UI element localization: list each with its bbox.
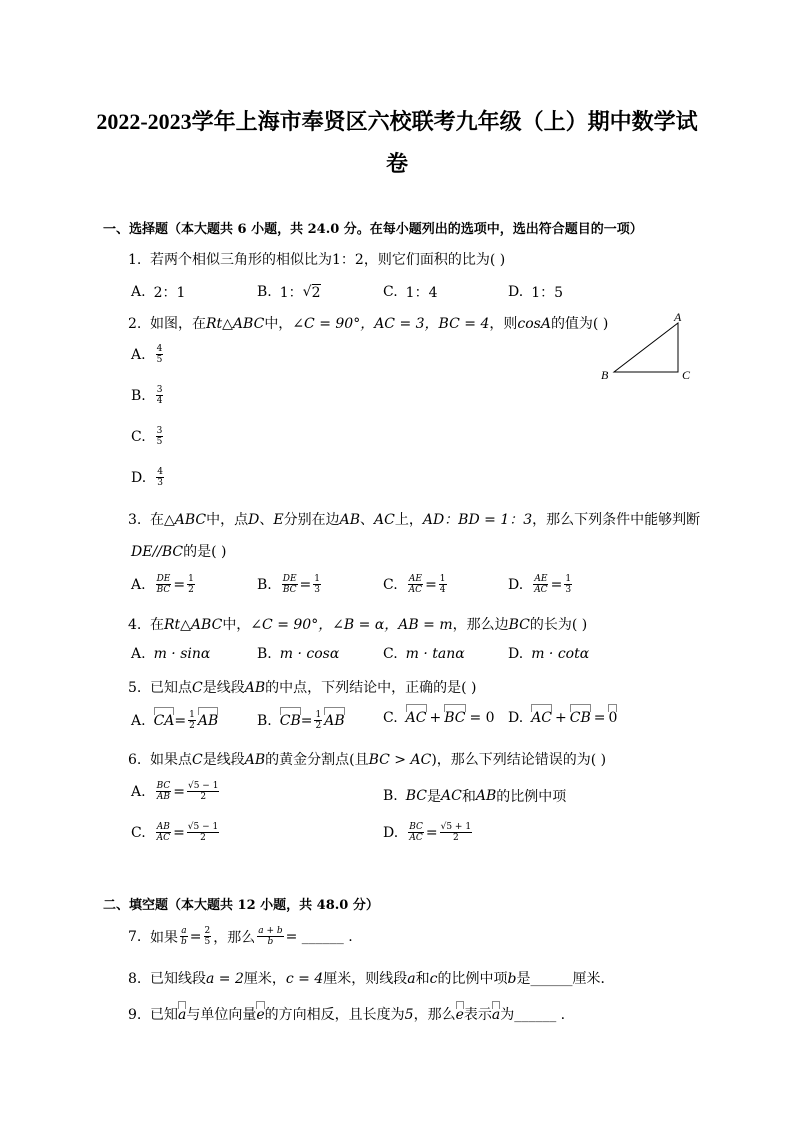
option-text: 1： [279, 285, 303, 301]
vector: AB [197, 712, 219, 729]
numerator: 1 [439, 574, 446, 584]
q1-option-d [508, 282, 563, 302]
numerator: BC [409, 822, 423, 832]
question-3 [128, 509, 700, 529]
text: 的中点，下列结论中，正确的是( ) [265, 680, 477, 696]
numerator: 1 [315, 710, 322, 720]
numerator: √5 − 1 [187, 822, 219, 832]
numerator: AB [156, 822, 170, 832]
math: c [429, 971, 438, 987]
equals: = [173, 824, 185, 841]
q2-option-b [131, 385, 165, 406]
option-text: m · cosα [279, 646, 340, 662]
option-label: D. [508, 284, 524, 300]
q5-option-a [131, 710, 218, 731]
text: 和 [461, 789, 476, 805]
text: ，那么下列条件中能够判断 [532, 512, 701, 528]
vector: CB [569, 710, 591, 726]
fraction [156, 467, 164, 488]
question-6 [128, 749, 606, 769]
numerator: 1 [188, 574, 194, 584]
option-label: C. [131, 428, 146, 445]
math: DE//BC [131, 544, 184, 560]
numerator: √5 + 1 [440, 822, 472, 832]
equals: = [173, 783, 185, 800]
vector: AC [405, 710, 427, 726]
text: 的值为( ) [550, 316, 609, 332]
option-label: B. [257, 284, 272, 300]
option-label: C. [383, 576, 398, 593]
text: 是线段 [202, 752, 245, 768]
text: 厘米， [243, 971, 286, 987]
math: AB [244, 752, 266, 768]
denominator: b [181, 937, 187, 947]
denominator: 3 [314, 585, 321, 595]
denominator: 2 [189, 721, 195, 731]
denominator: 3 [565, 585, 572, 595]
question-number: 5. [128, 680, 142, 696]
text: 是 [427, 789, 442, 805]
vector: CA [153, 712, 175, 729]
math: E [273, 512, 284, 528]
page-title: 2022-2023学年上海市奉贤区六校联考九年级（上）期中数学试 [96, 109, 698, 134]
plus: + [429, 710, 442, 726]
text: 如果点 [150, 752, 192, 768]
vector: AB [324, 712, 345, 729]
text: 已知线段 [150, 971, 206, 987]
numerator: a [181, 926, 187, 936]
option-label: A. [131, 712, 146, 729]
text: 、 [360, 512, 375, 528]
fraction [156, 385, 164, 406]
denominator: 2 [452, 833, 459, 843]
math: cosA [517, 316, 551, 332]
q2-option-a [131, 344, 165, 365]
math: △ABC [164, 512, 207, 528]
numerator: a + b [258, 926, 283, 936]
fraction [533, 574, 548, 595]
text: 在 [150, 617, 164, 633]
denominator: 3 [157, 478, 163, 488]
option-label: C. [131, 824, 146, 841]
q2-option-c [131, 426, 165, 447]
equals: = 0 [469, 710, 495, 726]
equals: = [299, 576, 312, 593]
text: 已知点 [150, 680, 192, 696]
math: 5 [404, 1007, 414, 1023]
fraction [156, 574, 172, 595]
math: BC > AC [368, 752, 432, 768]
vector: e [256, 1007, 265, 1023]
text: 的比例中项 [496, 789, 567, 805]
denominator: AC [156, 833, 171, 843]
math: D [248, 512, 260, 528]
vector: e [455, 1007, 464, 1023]
question-number: 1. [128, 252, 142, 268]
denominator: BC [282, 585, 297, 595]
math: a [407, 971, 416, 987]
denominator: AB [156, 792, 170, 802]
option-label: B. [257, 712, 272, 729]
fraction [408, 822, 424, 843]
equals: = [173, 576, 186, 593]
option-text: m · cotα [531, 646, 590, 662]
denominator: 2 [315, 721, 322, 731]
q4-option-a [131, 646, 210, 662]
denominator: BC [156, 585, 171, 595]
fraction [187, 574, 195, 595]
vertex-label-a: A [674, 312, 682, 324]
vector: AC [531, 710, 553, 726]
numerator: 3 [156, 385, 163, 395]
fraction [439, 574, 447, 595]
text: 在 [150, 512, 164, 528]
section-heading-fill-in: 二、填空题（本大题共 12 小题，共 48.0 分） [103, 898, 379, 913]
q1-option-c [383, 282, 438, 302]
question-number: 9. [128, 1007, 142, 1023]
numerator: 4 [157, 467, 163, 477]
option-label: A. [131, 576, 146, 593]
option-label: D. [131, 469, 147, 486]
option-label: C. [383, 284, 398, 300]
numerator: AE [534, 574, 548, 584]
triangle-shape [614, 323, 678, 372]
q4-option-d [508, 646, 589, 662]
denominator: b [267, 937, 274, 947]
fraction [282, 574, 298, 595]
question-number: 4. [128, 617, 142, 633]
question-number: 7. [128, 928, 142, 945]
q6-option-d [383, 822, 474, 843]
math: ∠C = 90°，∠B = α，AB = m [250, 617, 453, 633]
math: AD：BD = 1：3 [422, 512, 533, 528]
q4-option-c [383, 646, 465, 662]
equals: = [189, 928, 202, 945]
equals: = [425, 824, 438, 841]
q6-option-b [383, 786, 566, 806]
text-with-blank: = ______ . [285, 928, 353, 945]
math: AC [441, 788, 462, 804]
radicand: 2 [311, 284, 321, 301]
equals: = [593, 710, 606, 726]
option-label: D. [383, 824, 399, 841]
numerator: DE [156, 574, 171, 584]
fraction [408, 574, 423, 595]
question-4 [128, 614, 587, 634]
option-label: B. [257, 576, 272, 593]
text: ，那么 [413, 1007, 456, 1023]
text-with-blank: 为______ . [500, 1007, 566, 1023]
fraction [188, 710, 196, 731]
denominator: AC [534, 585, 548, 595]
denominator: 4 [439, 585, 446, 595]
option-label: D. [508, 646, 524, 662]
numerator: 2 [204, 926, 211, 936]
option-label: D. [508, 576, 524, 593]
math: AC [374, 512, 395, 528]
q6-option-a [131, 781, 221, 802]
math: AB [244, 680, 266, 696]
text: ，那么 [213, 929, 256, 946]
fraction [187, 822, 219, 843]
option-text: m · sinα [153, 646, 211, 662]
numerator: 1 [565, 574, 572, 584]
text: ，那么边 [452, 617, 509, 633]
q4-option-b [257, 646, 339, 662]
question-number: 8. [128, 971, 142, 987]
math: Rt△ABC [164, 617, 223, 633]
math: BC [405, 788, 428, 804]
page-title-continued: 卷 [385, 151, 408, 176]
vector: CB [279, 712, 301, 729]
question-3-continued [131, 541, 227, 561]
q3-option-b [257, 574, 323, 595]
numerator: BC [156, 781, 171, 791]
text: 如果 [150, 929, 178, 946]
math: AB [475, 788, 497, 804]
fraction [156, 426, 164, 447]
option-text: 2：1 [153, 285, 186, 301]
vector: 0 [608, 710, 618, 726]
question-text: 若两个相似三角形的相似比为1：2，则它们面积的比为( ) [150, 252, 506, 268]
numerator: DE [282, 574, 297, 584]
fraction [204, 926, 212, 947]
sqrt-symbol: √ [302, 284, 312, 300]
text: ，则 [489, 316, 518, 332]
q3-option-c [383, 574, 449, 595]
text: 表示 [463, 1007, 492, 1023]
fraction [313, 574, 321, 595]
math: BC [508, 617, 530, 633]
q3-option-a [131, 574, 197, 595]
fraction [187, 781, 219, 802]
option-label: B. [131, 387, 146, 404]
option-label: A. [131, 346, 146, 363]
q3-option-d [508, 574, 574, 595]
text: 如图，在 [150, 316, 206, 332]
vertex-label-b: B [601, 368, 609, 382]
question-7 [128, 926, 353, 947]
text: 、 [259, 512, 274, 528]
question-number: 3. [128, 512, 142, 528]
fraction [257, 926, 283, 947]
text: 中， [222, 617, 251, 633]
triangle-figure [598, 312, 698, 387]
option-text: 1：4 [405, 285, 438, 301]
option-label: D. [508, 710, 524, 726]
numerator: 4 [156, 344, 163, 354]
text: 的黄金分割点(且 [265, 752, 369, 768]
text: 的方向相反，且长度为 [264, 1007, 405, 1023]
text: 已知 [150, 1007, 178, 1023]
text: )，那么下列结论错误的为( ) [431, 752, 607, 768]
math: a = 2 [206, 971, 244, 987]
numerator: 3 [156, 426, 163, 436]
text: 与单位向量 [186, 1007, 257, 1023]
numerator: √5 − 1 [187, 781, 219, 791]
fraction [180, 926, 188, 947]
fraction [156, 344, 164, 365]
q5-option-c [383, 710, 495, 726]
option-label: A. [131, 783, 146, 800]
option-text: 1：5 [531, 285, 564, 301]
option-label: C. [383, 710, 398, 726]
vector: BC [444, 710, 466, 726]
vertex-label-c: C [682, 368, 691, 382]
q2-option-d [131, 467, 166, 488]
fraction [564, 574, 572, 595]
text-with-blank: 是______厘米． [516, 971, 615, 987]
question-number: 6. [128, 752, 142, 768]
numerator: 1 [314, 574, 321, 584]
equals: = [174, 712, 187, 729]
math: c = 4 [285, 971, 324, 987]
denominator: 5 [156, 437, 163, 447]
text: 上， [394, 512, 423, 528]
q1-option-a [131, 282, 185, 302]
denominator: 5 [204, 937, 211, 947]
q1-option-b [257, 282, 321, 302]
fraction [314, 710, 322, 731]
denominator: AC [408, 585, 423, 595]
option-label: C. [383, 646, 398, 662]
equals: = [300, 712, 313, 729]
plus: + [555, 710, 567, 726]
math: C [192, 752, 203, 768]
numerator: 1 [189, 710, 195, 720]
denominator: 2 [200, 833, 206, 843]
text: 的长为( ) [529, 617, 588, 633]
fraction [156, 781, 172, 802]
question-number: 2. [128, 316, 142, 332]
math: Rt△ABC [206, 316, 265, 332]
math: C [192, 680, 203, 696]
denominator: 2 [200, 792, 207, 802]
text: 中，点 [206, 512, 249, 528]
question-9 [128, 1004, 565, 1024]
math: AB [339, 512, 361, 528]
option-label: B. [257, 646, 272, 662]
denominator: 5 [156, 355, 163, 365]
denominator: 2 [188, 585, 194, 595]
question-8 [128, 968, 614, 988]
text: 的是( ) [183, 544, 227, 560]
option-label: A. [131, 646, 146, 662]
option-label: A. [131, 284, 146, 300]
option-text: m · tanα [405, 646, 465, 662]
question-5 [128, 677, 477, 697]
vector: a [178, 1007, 187, 1023]
q5-option-d [508, 710, 617, 726]
denominator: 4 [156, 396, 163, 406]
numerator: AE [408, 574, 422, 584]
text: 是线段 [202, 680, 245, 696]
question-2 [128, 313, 608, 333]
section-heading-choice: 一、选择题（本大题共 6 小题，共 24.0 分。在每小题列出的选项中，选出符合题目的一项） [103, 222, 643, 237]
math: ∠C = 90°，AC = 3，BC = 4 [292, 316, 490, 332]
math: b [507, 971, 517, 987]
text: 中， [264, 316, 293, 332]
text: 的比例中项 [437, 971, 508, 987]
text: 厘米，则线段 [323, 971, 408, 987]
text: 分别在边 [283, 512, 340, 528]
fraction [156, 822, 171, 843]
equals: = [425, 576, 437, 593]
q6-option-c [131, 822, 221, 843]
equals: = [550, 576, 563, 593]
denominator: AC [409, 833, 423, 843]
fraction [440, 822, 472, 843]
vector: a [491, 1007, 501, 1023]
question-1 [128, 249, 505, 269]
text: 和 [415, 971, 430, 987]
q5-option-b [257, 710, 345, 731]
option-label: B. [383, 788, 398, 804]
